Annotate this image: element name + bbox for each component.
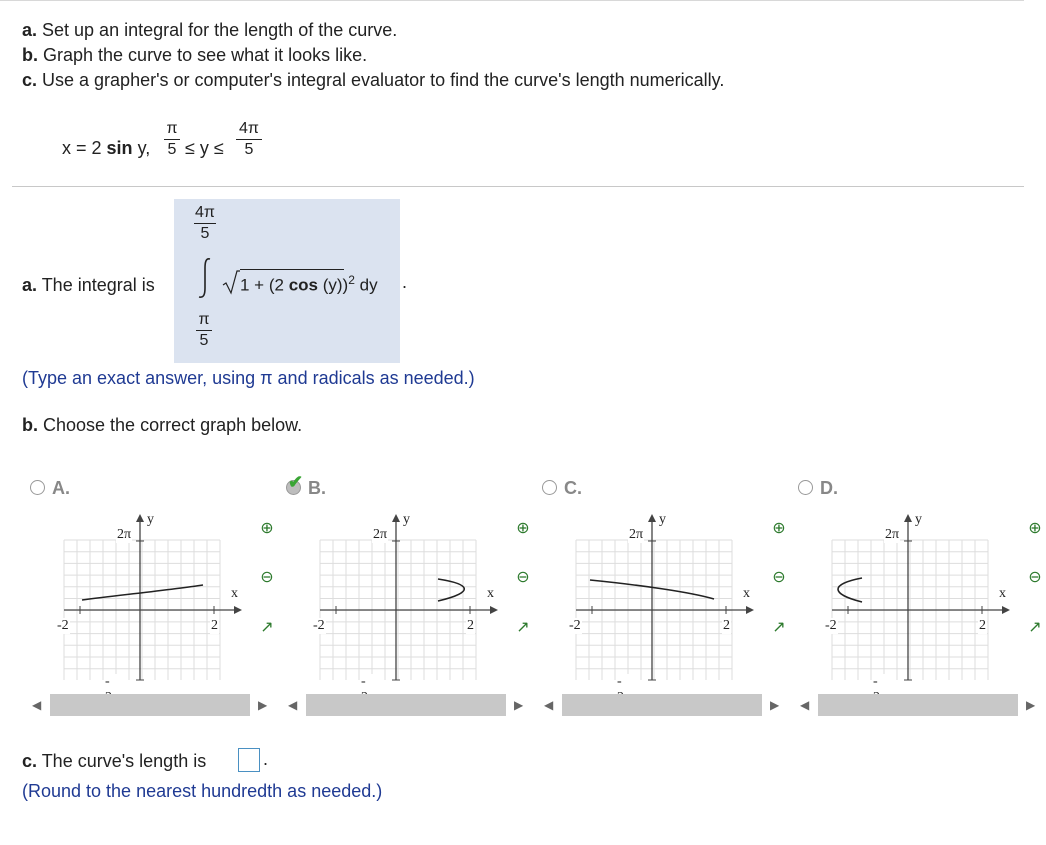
zoom-in-icon[interactable]: ⊕ xyxy=(260,520,274,537)
zoom-out-icon[interactable]: ⊖ xyxy=(1028,569,1042,586)
top-divider xyxy=(0,0,1024,1)
y-axis-label: y xyxy=(403,512,410,527)
x-axis-label: x xyxy=(231,586,238,601)
scroll-left-arrow[interactable]: ◀ xyxy=(800,698,810,712)
question-a: a. Set up an integral for the length of the curve. xyxy=(22,20,398,40)
horizontal-scrollbar[interactable] xyxy=(306,694,506,716)
length-period: . xyxy=(263,749,269,769)
scroll-left-arrow[interactable]: ◀ xyxy=(32,698,42,712)
scroll-right-arrow[interactable]: ▶ xyxy=(258,698,268,712)
zoom-out-icon[interactable]: ⊖ xyxy=(772,569,786,586)
integral-answer-box[interactable] xyxy=(174,199,400,363)
curve-upper-bound: 4π 5 xyxy=(236,120,262,159)
scroll-right-arrow[interactable]: ▶ xyxy=(514,698,524,712)
y-bottom-label: - xyxy=(104,674,120,706)
y-top-label: 2π xyxy=(117,527,132,542)
zoom-out-icon[interactable]: ⊖ xyxy=(516,569,530,586)
part-c-label: c. The curve's length is xyxy=(22,751,207,771)
expand-icon[interactable]: ↗ xyxy=(516,619,530,636)
x-axis-label: x xyxy=(743,586,750,601)
zoom-in-icon[interactable]: ⊕ xyxy=(516,520,530,537)
curve-equation: x = 2 sin y, xyxy=(62,138,151,158)
scroll-right-arrow[interactable]: ▶ xyxy=(770,698,780,712)
integrand: 1 + (2 cos (y))$^2$ dy xyxy=(240,273,378,295)
x-right-label: 2 xyxy=(723,618,730,633)
expand-icon[interactable]: ↗ xyxy=(1028,619,1042,636)
x-left-label: -2 xyxy=(313,618,325,633)
correct-check-icon: ✔ xyxy=(288,472,304,492)
x-left-label: -2 xyxy=(825,618,837,633)
y-top-label: 2π xyxy=(629,527,644,542)
horizontal-scrollbar[interactable] xyxy=(50,694,250,716)
choice-letter: D. xyxy=(820,478,838,498)
length-answer-input[interactable] xyxy=(238,748,260,772)
question-b: b. Graph the curve to see what it looks like. xyxy=(22,45,368,65)
integral-period: . xyxy=(402,272,408,292)
x-right-label: 2 xyxy=(467,618,474,633)
zoom-out-icon[interactable]: ⊖ xyxy=(260,569,274,586)
curve-lower-bound: π 5 xyxy=(164,120,180,159)
horizontal-scrollbar[interactable] xyxy=(818,694,1018,716)
y-axis-label: y xyxy=(915,512,922,527)
part-c-hint: (Round to the nearest hundredth as needed.) xyxy=(22,781,383,801)
integral-sign-icon xyxy=(194,256,216,300)
part-a-label: a. The integral is xyxy=(22,275,155,295)
radio-d[interactable] xyxy=(798,480,813,495)
x-left-label: -2 xyxy=(569,618,581,633)
part-a-hint: (Type an exact answer, using π and radicals as needed.) xyxy=(22,368,475,388)
expand-icon[interactable]: ↗ xyxy=(260,619,274,636)
question-c: c. Use a grapher's or computer's integral evaluator to find the curve's length numerically. xyxy=(22,70,725,90)
x-right-label: 2 xyxy=(979,618,986,633)
scroll-left-arrow[interactable]: ◀ xyxy=(544,698,554,712)
expand-icon[interactable]: ↗ xyxy=(772,619,786,636)
scroll-right-arrow[interactable]: ▶ xyxy=(1026,698,1036,712)
y-bottom-label: - xyxy=(360,674,376,706)
y-top-label: 2π xyxy=(373,527,388,542)
choice-letter: C. xyxy=(564,478,582,498)
zoom-in-icon[interactable]: ⊕ xyxy=(1028,520,1042,537)
scroll-left-arrow[interactable]: ◀ xyxy=(288,698,298,712)
section-divider xyxy=(12,186,1024,187)
integral-lower-limit: π 5 xyxy=(196,311,212,350)
y-top-label: 2π xyxy=(885,527,900,542)
choice-letter: B. xyxy=(308,478,326,498)
curve-inequality: ≤ y ≤ xyxy=(185,138,224,158)
radio-c[interactable] xyxy=(542,480,557,495)
zoom-in-icon[interactable]: ⊕ xyxy=(772,520,786,537)
sqrt-overline xyxy=(240,269,344,270)
y-axis-label: y xyxy=(659,512,666,527)
y-bottom-label: - xyxy=(616,674,632,706)
x-axis-label: x xyxy=(999,586,1006,601)
x-left-label: -2 xyxy=(57,618,69,633)
choice-letter: A. xyxy=(52,478,70,498)
sqrt-icon xyxy=(222,269,240,295)
y-bottom-label: - xyxy=(872,674,888,706)
radio-a[interactable] xyxy=(30,480,45,495)
integral-upper-limit: 4π 5 xyxy=(195,204,215,242)
horizontal-scrollbar[interactable] xyxy=(562,694,762,716)
y-axis-label: y xyxy=(147,512,154,527)
part-b-label: b. Choose the correct graph below. xyxy=(22,415,303,435)
x-axis-label: x xyxy=(487,586,494,601)
x-right-label: 2 xyxy=(211,618,218,633)
